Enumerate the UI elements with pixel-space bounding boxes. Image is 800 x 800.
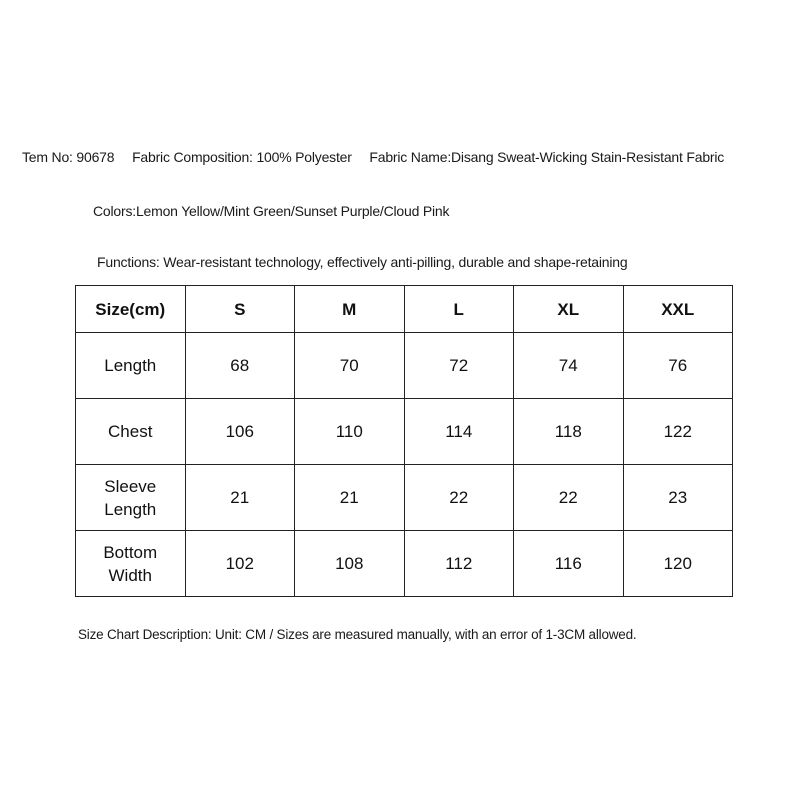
table-cell: 110 [295,399,405,465]
functions-line: Functions: Wear-resistant technology, effectively anti-pilling, durable and shape-retaining [97,254,628,270]
row-label: Length [76,333,186,399]
table-cell: 116 [514,531,624,597]
table-cell: 76 [623,333,733,399]
table-cell: 118 [514,399,624,465]
table-cell: 21 [185,465,295,531]
header-size-xxl: XXL [623,286,733,333]
table-cell: 22 [514,465,624,531]
fabric-name: Fabric Name:Disang Sweat-Wicking Stain-Resistant Fabric [369,149,725,165]
table-cell: 122 [623,399,733,465]
product-info-line [22,149,724,165]
table-header-row [76,286,733,333]
row-label: Chest [76,399,186,465]
table-cell: 108 [295,531,405,597]
table-cell: 74 [514,333,624,399]
table-cell: 68 [185,333,295,399]
fabric-composition: Fabric Composition: 100% Polyester [132,149,352,165]
header-size-label: Size(cm) [76,286,186,333]
header-size-xl: XL [514,286,624,333]
table-cell: 22 [404,465,514,531]
table-cell: 23 [623,465,733,531]
size-chart-note: Size Chart Description: Unit: CM / Sizes are measured manually, with an error of 1-3CM allowed. [78,627,637,642]
item-number: Tem No: 90678 [22,149,115,165]
table-cell: 70 [295,333,405,399]
header-size-l: L [404,286,514,333]
table-cell: 112 [404,531,514,597]
colors-line: Colors:Lemon Yellow/Mint Green/Sunset Purple/Cloud Pink [93,203,450,219]
table-cell: 114 [404,399,514,465]
table-cell: 102 [185,531,295,597]
header-size-m: M [295,286,405,333]
table-row-length [76,333,733,399]
table-cell: 21 [295,465,405,531]
table-row-chest [76,399,733,465]
table-row-sleeve-length [76,465,733,531]
size-chart-table [75,285,733,597]
table-cell: 120 [623,531,733,597]
table-cell: 72 [404,333,514,399]
table-row-bottom-width [76,531,733,597]
row-label: Bottom Width [76,531,186,597]
header-size-s: S [185,286,295,333]
table-cell: 106 [185,399,295,465]
row-label: Sleeve Length [76,465,186,531]
